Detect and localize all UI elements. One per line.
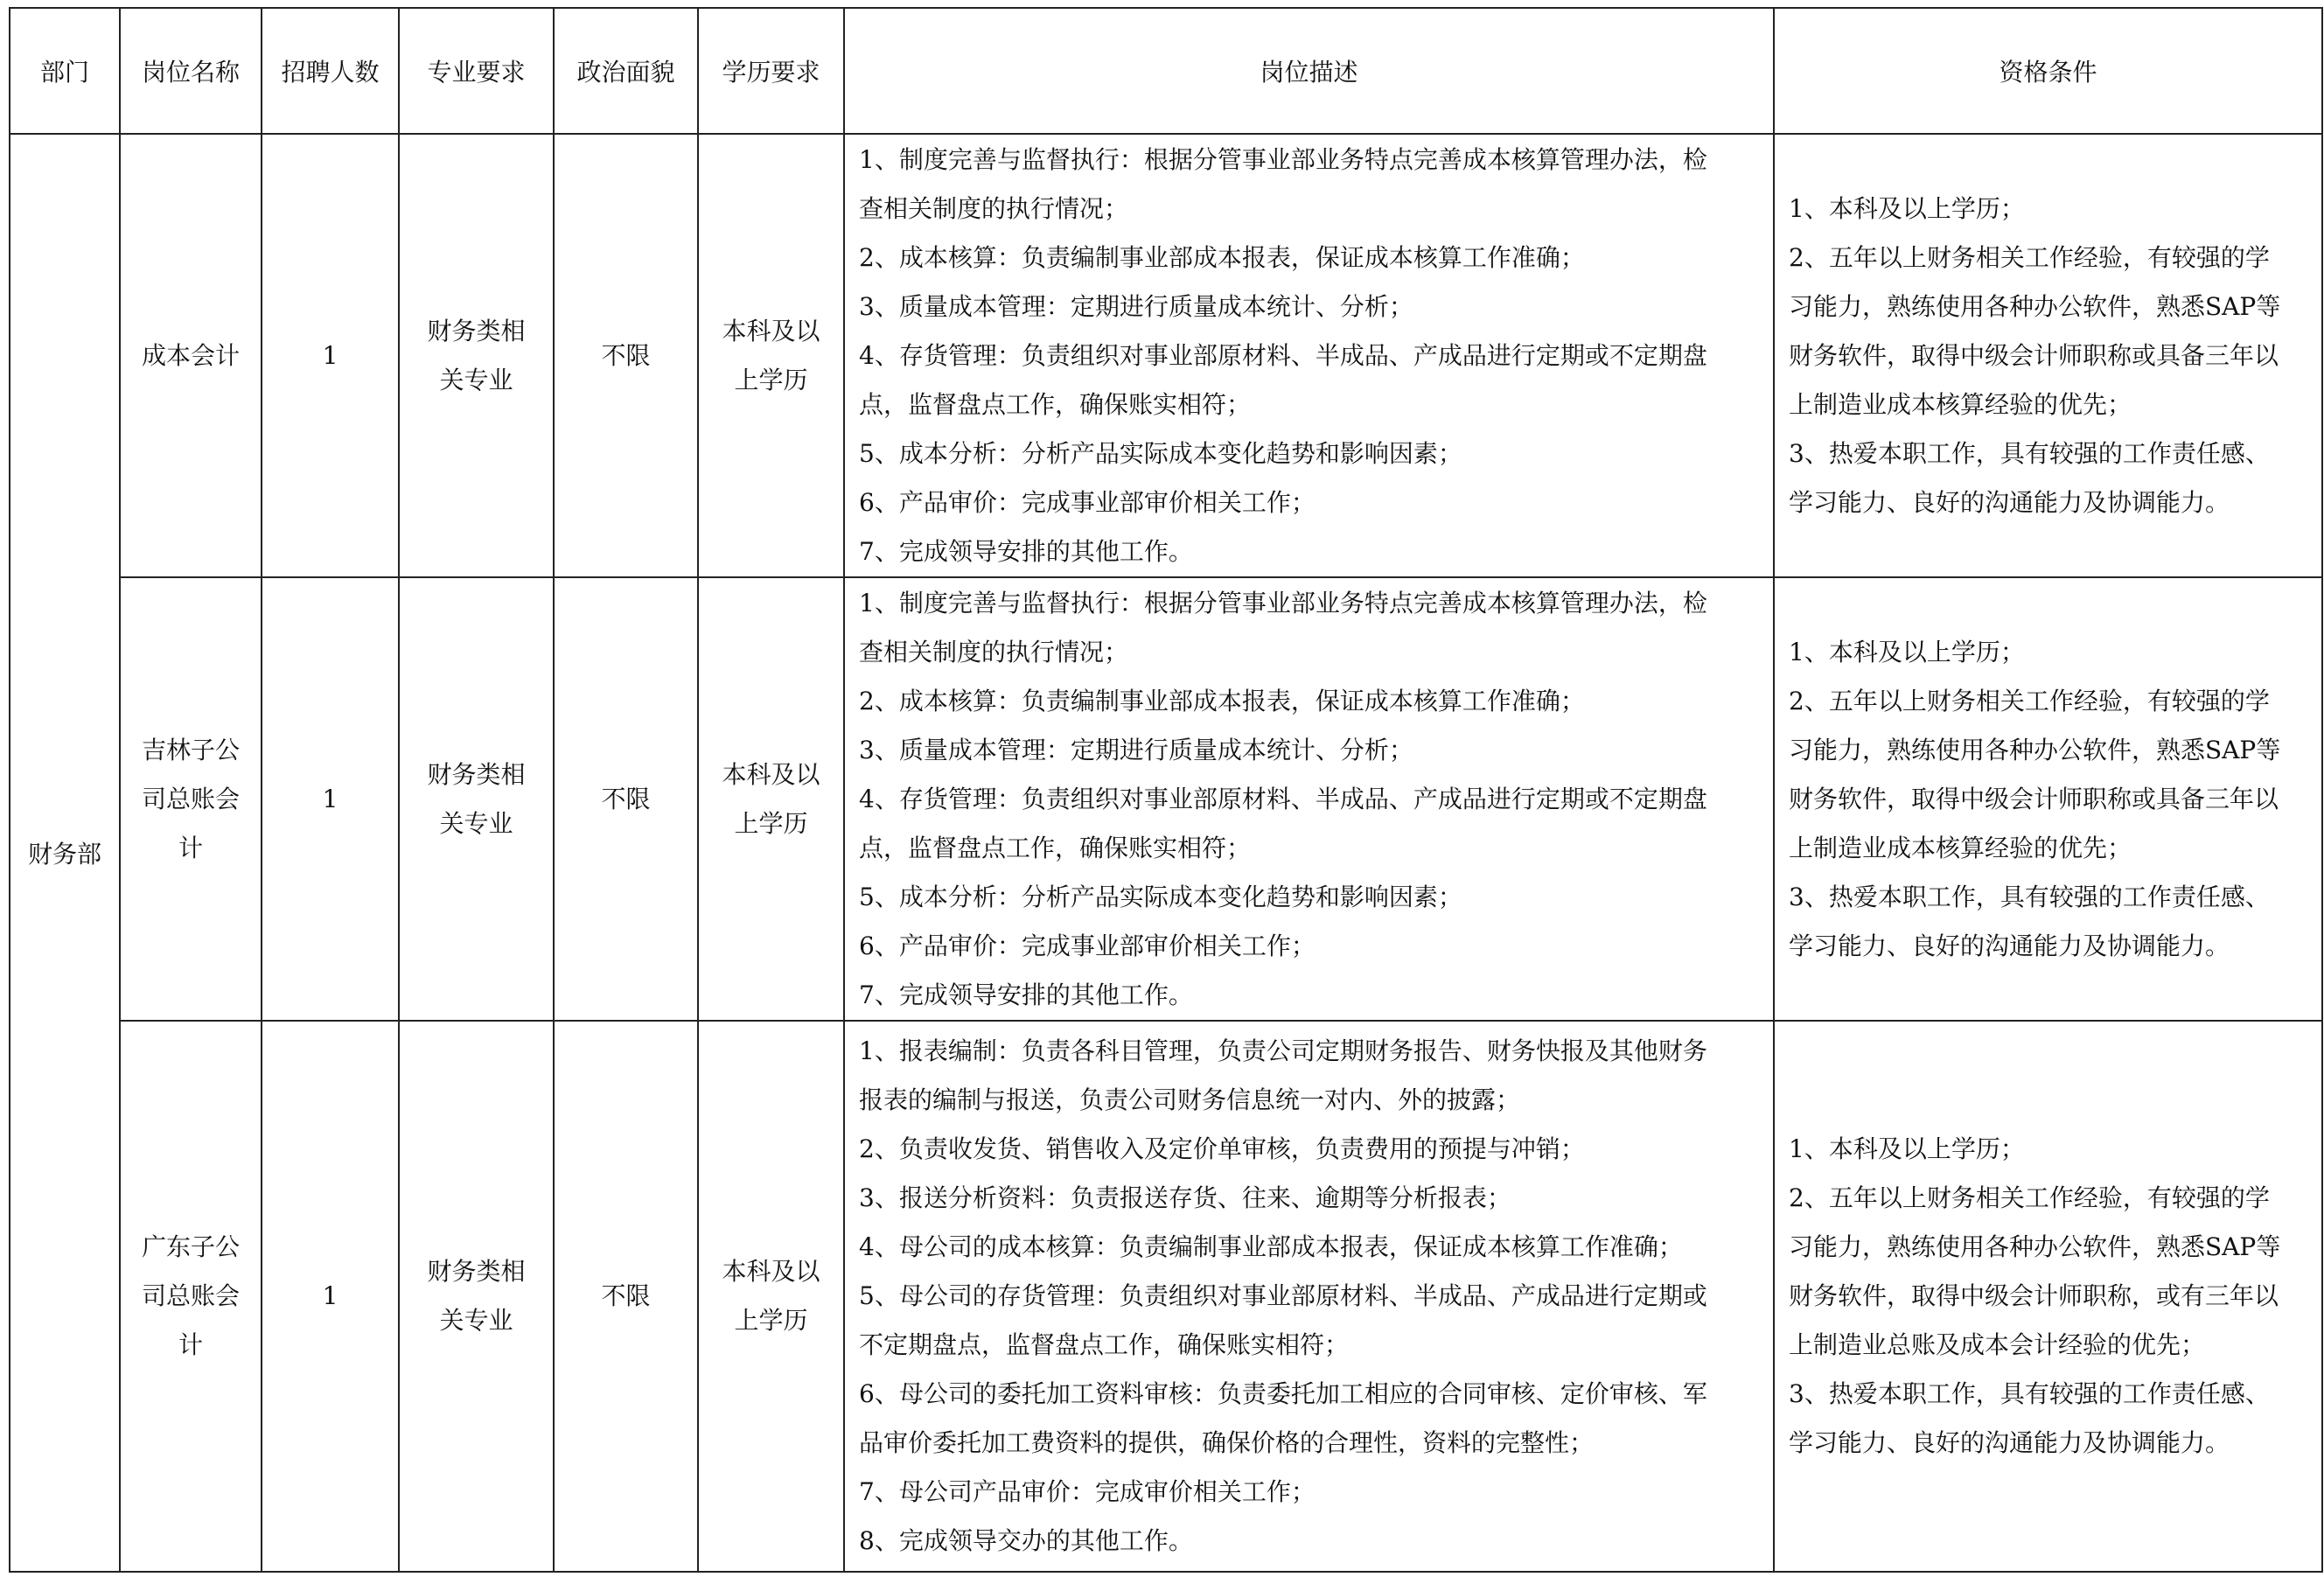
qualification-line: 1、本科及以上学历； — [1789, 637, 2025, 666]
position-name-cell — [120, 577, 262, 1021]
major-line: 关专业 — [439, 808, 513, 838]
political-status-cell: 不限 — [554, 577, 698, 1021]
description-line: 不定期盘点，监督盘点工作，确保账实相符； — [859, 1330, 1350, 1359]
description-line: 4、存货管理：负责组织对事业部原材料、半成品、产成品进行定期或不定期盘 — [859, 340, 1707, 370]
position-name-line: 计 — [178, 1330, 203, 1359]
description-line: 3、报送分析资料：负责报送存货、往来、逾期等分析报表； — [859, 1183, 1511, 1212]
position-name-line: 成本会计 — [141, 340, 240, 370]
education-line: 本科及以 — [722, 316, 820, 345]
description-line: 6、母公司的委托加工资料审核：负责委托加工相应的合同审核、定价审核、军 — [859, 1379, 1707, 1408]
qualification-line: 3、热爱本职工作，具有较强的工作责任感、 — [1789, 1379, 2270, 1408]
major-line: 财务类相 — [427, 759, 526, 789]
description-line: 5、成本分析：分析产品实际成本变化趋势和影响因素； — [859, 438, 1462, 468]
recruitment-table-sheet — [9, 7, 2321, 1573]
qualification-line: 1、本科及以上学历； — [1789, 193, 2025, 223]
qualification-line: 财务软件，取得中级会计师职称或具备三年以 — [1789, 784, 2279, 813]
major-line: 财务类相 — [427, 316, 526, 345]
job-description-cell — [844, 1021, 1774, 1572]
description-line: 1、制度完善与监督执行：根据分管事业部业务特点完善成本核算管理办法，检 — [859, 144, 1707, 174]
header-political-status: 政治面貌 — [554, 8, 698, 134]
headcount-cell: 1 — [262, 577, 399, 1021]
major-line: 关专业 — [439, 1306, 513, 1335]
description-line: 1、制度完善与监督执行：根据分管事业部业务特点完善成本核算管理办法，检 — [859, 588, 1707, 618]
description-line: 3、质量成本管理：定期进行质量成本统计、分析； — [859, 735, 1413, 764]
header-headcount: 招聘人数 — [262, 8, 399, 134]
qualification-line: 习能力，熟练使用各种办公软件，熟悉SAP等 — [1789, 735, 2281, 764]
position-name-line: 广东子公 — [141, 1232, 240, 1261]
description-line: 4、存货管理：负责组织对事业部原材料、半成品、产成品进行定期或不定期盘 — [859, 784, 1707, 813]
description-line: 查相关制度的执行情况； — [859, 193, 1129, 223]
qualification-line: 学习能力、良好的沟通能力及协调能力。 — [1789, 487, 2230, 517]
department-cell: 财务部 — [10, 134, 120, 1572]
position-name-line: 计 — [178, 833, 203, 862]
education-cell — [698, 577, 844, 1021]
description-line: 5、母公司的存货管理：负责组织对事业部原材料、半成品、产成品进行定期或 — [859, 1281, 1707, 1310]
qualification-line: 上制造业成本核算经验的优先； — [1789, 389, 2132, 419]
qualification-line: 3、热爱本职工作，具有较强的工作责任感、 — [1789, 882, 2270, 911]
major-cell — [399, 577, 554, 1021]
table-row — [10, 1021, 2322, 1572]
major-line: 关专业 — [439, 365, 513, 394]
recruitment-table — [9, 7, 2323, 1573]
description-line: 6、产品审价：完成事业部审价相关工作； — [859, 931, 1316, 960]
description-line: 1、报表编制：负责各科目管理，负责公司定期财务报告、财务快报及其他财务 — [859, 1036, 1707, 1065]
education-line: 本科及以 — [722, 1257, 820, 1286]
headcount-cell: 1 — [262, 134, 399, 577]
description-line: 3、质量成本管理：定期进行质量成本统计、分析； — [859, 291, 1413, 321]
qualification-line: 2、五年以上财务相关工作经验，有较强的学 — [1789, 242, 2270, 272]
qualification-line: 习能力，熟练使用各种办公软件，熟悉SAP等 — [1789, 291, 2281, 321]
position-name-cell — [120, 1021, 262, 1572]
description-line: 5、成本分析：分析产品实际成本变化趋势和影响因素； — [859, 882, 1462, 911]
header-row — [10, 8, 2322, 134]
description-line: 7、母公司产品审价：完成审价相关工作； — [859, 1477, 1316, 1506]
political-status-cell: 不限 — [554, 1021, 698, 1572]
description-line: 点，监督盘点工作，确保账实相符； — [859, 389, 1252, 419]
description-line: 2、成本核算：负责编制事业部成本报表，保证成本核算工作准确； — [859, 242, 1585, 272]
position-name-line: 吉林子公 — [141, 735, 240, 764]
qualification-line: 3、热爱本职工作，具有较强的工作责任感、 — [1789, 438, 2270, 468]
qualification-cell — [1774, 577, 2322, 1021]
description-line: 查相关制度的执行情况； — [859, 637, 1129, 666]
header-position-name: 岗位名称 — [120, 8, 262, 134]
header-education: 学历要求 — [698, 8, 844, 134]
job-description-cell — [844, 134, 1774, 577]
description-line: 7、完成领导安排的其他工作。 — [859, 536, 1193, 566]
education-line: 上学历 — [734, 365, 808, 394]
qualification-line: 2、五年以上财务相关工作经验，有较强的学 — [1789, 686, 2270, 715]
education-line: 上学历 — [734, 1306, 808, 1335]
job-description-cell — [844, 577, 1774, 1021]
header-job-description: 岗位描述 — [844, 8, 1774, 134]
education-line: 上学历 — [734, 808, 808, 838]
position-name-line: 司总账会 — [141, 784, 240, 813]
qualification-line: 财务软件，取得中级会计师职称或具备三年以 — [1789, 340, 2279, 370]
description-line: 8、完成领导交办的其他工作。 — [859, 1526, 1193, 1555]
major-cell — [399, 134, 554, 577]
qualification-line: 习能力，熟练使用各种办公软件，熟悉SAP等 — [1789, 1232, 2281, 1261]
position-name-cell — [120, 134, 262, 577]
header-qualifications: 资格条件 — [1774, 8, 2322, 134]
table-row — [10, 134, 2322, 577]
header-department: 部门 — [10, 8, 120, 134]
qualification-line: 上制造业成本核算经验的优先； — [1789, 833, 2132, 862]
description-line: 2、负责收发货、销售收入及定价单审核，负责费用的预提与冲销； — [859, 1134, 1585, 1163]
qualification-line: 1、本科及以上学历； — [1789, 1134, 2025, 1163]
qualification-cell — [1774, 134, 2322, 577]
description-line: 7、完成领导安排的其他工作。 — [859, 980, 1193, 1009]
description-line: 品审价委托加工费资料的提供，确保价格的合理性，资料的完整性； — [859, 1428, 1595, 1457]
description-line: 点，监督盘点工作，确保账实相符； — [859, 833, 1252, 862]
major-line: 财务类相 — [427, 1257, 526, 1286]
major-cell — [399, 1021, 554, 1572]
education-cell — [698, 134, 844, 577]
description-line: 2、成本核算：负责编制事业部成本报表，保证成本核算工作准确； — [859, 686, 1585, 715]
description-line: 报表的编制与报送，负责公司财务信息统一对内、外的披露； — [859, 1085, 1521, 1114]
qualification-cell — [1774, 1021, 2322, 1572]
qualification-line: 学习能力、良好的沟通能力及协调能力。 — [1789, 931, 2230, 960]
table-row — [10, 577, 2322, 1021]
qualification-line: 财务软件，取得中级会计师职称，或有三年以 — [1789, 1281, 2279, 1310]
qualification-line: 上制造业总账及成本会计经验的优先； — [1789, 1330, 2206, 1359]
description-line: 4、母公司的成本核算：负责编制事业部成本报表，保证成本核算工作准确； — [859, 1232, 1683, 1261]
political-status-cell: 不限 — [554, 134, 698, 577]
qualification-line: 学习能力、良好的沟通能力及协调能力。 — [1789, 1428, 2230, 1457]
headcount-cell: 1 — [262, 1021, 399, 1572]
position-name-line: 司总账会 — [141, 1281, 240, 1310]
header-major: 专业要求 — [399, 8, 554, 134]
education-line: 本科及以 — [722, 759, 820, 789]
qualification-line: 2、五年以上财务相关工作经验，有较强的学 — [1789, 1183, 2270, 1212]
education-cell — [698, 1021, 844, 1572]
description-line: 6、产品审价：完成事业部审价相关工作； — [859, 487, 1316, 517]
